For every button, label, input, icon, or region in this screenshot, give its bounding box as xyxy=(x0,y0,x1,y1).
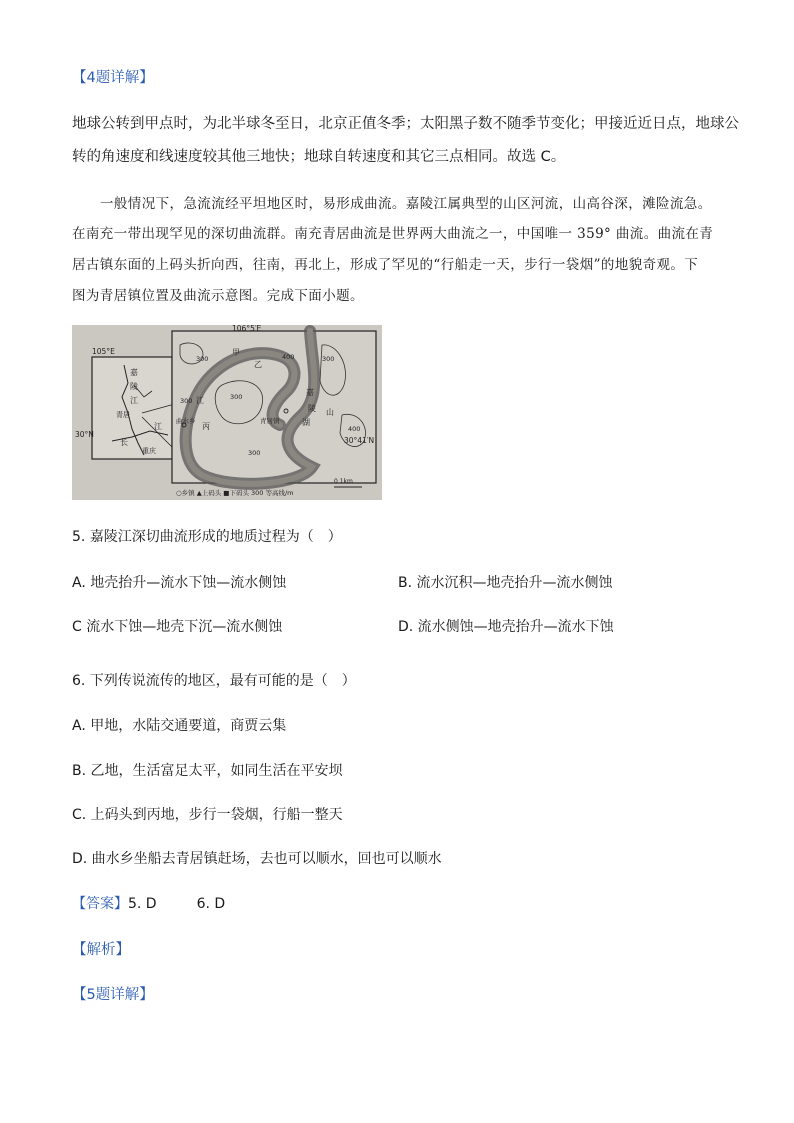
analysis-label: 【解析】 xyxy=(72,942,130,958)
passage-line-3: 居古镇东面的上码头折向西，往南，再北上，形成了罕见的“行船走一天，步行一袋烟”的地貌奇观。下 xyxy=(72,257,699,273)
map-scale: 0 1km xyxy=(334,478,353,485)
q6-stem: 6. 下列传说流传的地区，最有可能的是（ ） xyxy=(72,673,356,689)
section4-header: 【4题详解】 xyxy=(72,70,154,86)
section5-header: 【5题详解】 xyxy=(72,987,154,1003)
svg-text:江: 江 xyxy=(154,422,162,431)
svg-text:嘉: 嘉 xyxy=(306,388,314,397)
place-qushui: 曲水乡 xyxy=(176,417,196,425)
svg-text:长: 长 xyxy=(120,438,128,447)
passage-line-4: 图为青居镇位置及曲流示意图。完成下面小题。 xyxy=(72,288,364,304)
svg-text:300: 300 xyxy=(322,355,335,363)
svg-text:青居: 青居 xyxy=(116,411,130,419)
svg-text:嘉: 嘉 xyxy=(130,368,138,377)
answer-label: 【答案】 xyxy=(72,896,128,912)
svg-text:湖: 湖 xyxy=(302,418,310,427)
main-lat-label: 30°41′N xyxy=(344,436,375,445)
svg-text:重庆: 重庆 xyxy=(142,447,156,455)
q5-option-c[interactable]: C 流水下蚀—地壳下沉—流水侧蚀 xyxy=(72,619,283,635)
q5-option-d[interactable]: D. 流水侧蚀—地壳抬升—流水下蚀 xyxy=(398,619,614,635)
passage-line-1: 一般情况下，急流流经平坦地区时，易形成曲流。嘉陵江属典型的山区河流，山高谷深，滩险流急。 xyxy=(100,196,712,212)
svg-text:300: 300 xyxy=(248,449,261,457)
svg-text:陵: 陵 xyxy=(130,382,138,391)
svg-text:400: 400 xyxy=(282,353,295,361)
q5-option-a[interactable]: A. 地壳抬升—流水下蚀—流水侧蚀 xyxy=(72,575,287,591)
q5-option-b[interactable]: B. 流水沉积—地壳抬升—流水侧蚀 xyxy=(398,575,613,591)
answer-5: 5. D xyxy=(128,896,157,912)
svg-text:300: 300 xyxy=(180,397,193,405)
q6-option-c[interactable]: C. 上码头到丙地，步行一袋烟，行船一整天 xyxy=(72,807,343,823)
svg-text:300: 300 xyxy=(196,355,209,363)
q4-explanation-line-2: 转的角速度和线速度较其他三地快；地球自转速度和其它三点相同。故选 C。 xyxy=(72,149,566,165)
q6-option-b[interactable]: B. 乙地，生活富足太平，如同生活在平安坝 xyxy=(72,763,343,779)
svg-text:山: 山 xyxy=(326,408,334,417)
svg-text:陵: 陵 xyxy=(308,404,316,413)
place-qingju: 青居镇 xyxy=(260,417,280,425)
answer-6: 6. D xyxy=(196,896,226,912)
q6-option-d[interactable]: D. 曲水乡坐船去青居镇赶场，去也可以顺水，回也可以顺水 xyxy=(72,851,442,867)
qingju-meander-map xyxy=(72,325,382,500)
answer-row xyxy=(72,893,225,913)
place-bing: 丙 xyxy=(202,422,210,431)
place-yi: 乙 xyxy=(254,360,262,369)
q5-stem: 5. 嘉陵江深切曲流形成的地质过程为（ ） xyxy=(72,529,342,545)
inset-lat-label: 30°N xyxy=(75,430,94,439)
main-lon-label: 106°5′E xyxy=(232,325,262,333)
svg-text:400: 400 xyxy=(348,425,361,433)
passage-line-2: 在南充一带出现罕见的深切曲流群。南充青居曲流是世界两大曲流之一，中国唯一 359° 曲流。曲流在青 xyxy=(72,226,714,242)
svg-text:江: 江 xyxy=(196,396,204,405)
place-jia: 甲 xyxy=(232,348,240,357)
q4-explanation-line-1: 地球公转到甲点时，为北半球冬至日，北京正值冬季；太阳黑子数不随季节变化；甲接近近日点，地球公 xyxy=(72,116,739,132)
svg-text:300: 300 xyxy=(230,393,243,401)
map-svg xyxy=(72,325,382,500)
q6-option-a[interactable]: A. 甲地，水陆交通要道，商贾云集 xyxy=(72,718,287,734)
inset-lon-label: 105°E xyxy=(92,347,115,356)
svg-text:江: 江 xyxy=(130,396,138,405)
map-legend: ○乡镇 ▲上码头 ■下码头 300 等高线/m xyxy=(176,489,294,497)
